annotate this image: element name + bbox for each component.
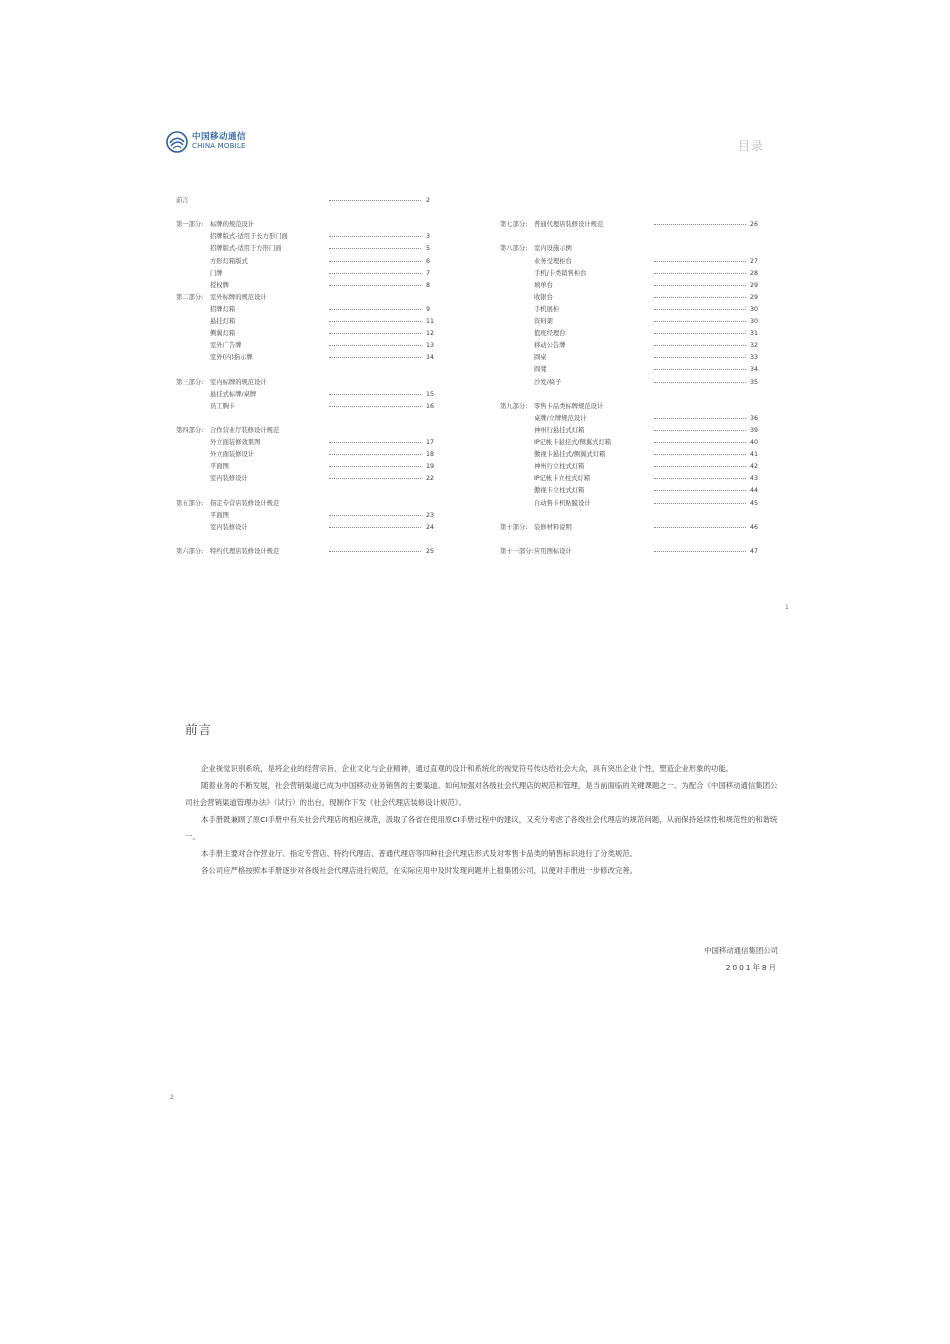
toc-entry bbox=[500, 473, 762, 485]
toc-dot-leader bbox=[654, 297, 746, 299]
toc-dot-leader bbox=[654, 442, 746, 444]
toc-page-number: 18 bbox=[426, 451, 435, 459]
toc-dot-leader bbox=[654, 224, 746, 226]
toc-entry bbox=[500, 401, 762, 413]
toc-entry bbox=[500, 256, 762, 268]
toc-item-label: 收银台 bbox=[534, 293, 553, 301]
toc-dot-leader bbox=[654, 261, 746, 263]
toc-page-number: 26 bbox=[750, 221, 759, 229]
toc-item-label: 业务受理柜台 bbox=[534, 257, 572, 265]
toc-item-label: 侧翼灯箱 bbox=[210, 330, 236, 338]
preface-body bbox=[185, 760, 779, 879]
toc-page-number: 2 bbox=[426, 197, 431, 204]
toc-entry bbox=[176, 268, 438, 280]
toc-part-label: 第五部分: bbox=[176, 499, 204, 507]
toc-dot-leader bbox=[329, 236, 421, 238]
toc-part-title: 指定专营店装修设计规范 bbox=[210, 499, 280, 507]
toc-dot-leader bbox=[654, 466, 746, 468]
toc-page-number: 9 bbox=[426, 305, 431, 313]
toc-entry bbox=[176, 461, 438, 473]
signature-org: 中国移动通信集团公司 bbox=[704, 946, 778, 955]
toc-entry bbox=[176, 522, 438, 534]
toc-page-number: 19 bbox=[426, 463, 435, 471]
toc-entry bbox=[176, 316, 438, 328]
toc-item-label: 傲视卡悬挂式/侧翼式灯箱 bbox=[534, 451, 606, 459]
toc-item-label: 招牌灯箱 bbox=[210, 305, 236, 313]
toc-entry bbox=[176, 473, 438, 485]
toc-part-title: 零售卡品类标牌规范设计 bbox=[534, 402, 604, 410]
toc-entry bbox=[176, 377, 438, 389]
signature-date: 2001年8月 bbox=[725, 963, 778, 972]
toc-page-number: 31 bbox=[750, 330, 759, 338]
toc-dot-leader bbox=[329, 551, 421, 553]
toc-heading: 目录 bbox=[738, 139, 765, 153]
toc-dot-leader bbox=[329, 321, 421, 323]
toc-entry bbox=[176, 328, 438, 340]
toc-entry bbox=[176, 510, 438, 522]
toc-dot-leader bbox=[654, 321, 746, 323]
toc-part-title: 室外标牌的规范设计 bbox=[210, 293, 267, 301]
toc-dot-leader bbox=[329, 454, 421, 456]
toc-item-label: 圆桌 bbox=[534, 354, 547, 362]
page-number: 2 bbox=[170, 1094, 174, 1101]
toc-item-label: 值班经理台 bbox=[534, 330, 566, 338]
toc-part-title: 室内设施示例 bbox=[534, 245, 572, 253]
toc-item-label: 门牌 bbox=[210, 269, 223, 277]
preface-page bbox=[0, 640, 950, 1344]
toc-entry bbox=[176, 340, 438, 352]
toc-entry bbox=[176, 304, 438, 316]
toc-entry bbox=[176, 437, 438, 449]
toc-dot-leader bbox=[329, 515, 421, 517]
toc-item-label: 招牌版式-适用于方形门面 bbox=[210, 245, 282, 253]
toc-page-number: 23 bbox=[426, 511, 435, 519]
toc-part-label: 第四部分: bbox=[176, 426, 204, 434]
toc-dot-leader bbox=[654, 345, 746, 347]
toc-dot-leader bbox=[654, 333, 746, 335]
toc-entry bbox=[176, 231, 438, 243]
toc-part-title: 普通代理店装修设计规范 bbox=[534, 221, 604, 229]
toc-dot-leader bbox=[329, 527, 421, 529]
toc-dot-leader bbox=[654, 478, 746, 480]
toc-dot-leader bbox=[654, 454, 746, 456]
toc-page-number: 24 bbox=[426, 523, 435, 531]
toc-dot-leader bbox=[654, 430, 746, 432]
toc-page-number: 25 bbox=[426, 547, 435, 555]
toc-dot-leader bbox=[654, 357, 746, 359]
toc-page-number: 33 bbox=[750, 354, 759, 362]
toc-entry bbox=[500, 449, 762, 461]
toc-entry bbox=[500, 413, 762, 425]
toc-entry bbox=[500, 292, 762, 304]
toc-entry bbox=[176, 243, 438, 255]
toc-dot-leader bbox=[329, 285, 421, 287]
toc-dot-leader bbox=[329, 333, 421, 335]
toc-dot-leader bbox=[654, 285, 746, 287]
toc-dot-leader bbox=[654, 551, 746, 553]
toc-item-label: 室外(内)指示牌 bbox=[210, 354, 253, 362]
toc-part-label: 第十部分: bbox=[500, 523, 528, 531]
toc-dot-leader bbox=[654, 490, 746, 492]
toc-dot-leader bbox=[329, 442, 421, 444]
toc-part-label: 第八部分: bbox=[500, 245, 528, 253]
toc-entry bbox=[176, 280, 438, 292]
toc-page-number: 42 bbox=[750, 463, 759, 471]
toc-item-label: 桌牌/立牌规范设计 bbox=[534, 414, 587, 422]
toc-part-label: 第六部分: bbox=[176, 547, 204, 555]
toc-dot-leader bbox=[329, 466, 421, 468]
toc-entry bbox=[500, 364, 762, 376]
toc-item-label: 移动公告牌 bbox=[534, 342, 566, 350]
toc-page-number: 44 bbox=[750, 487, 759, 495]
toc-page-number: 5 bbox=[426, 245, 431, 253]
toc-entry bbox=[500, 461, 762, 473]
toc-entry bbox=[176, 195, 438, 207]
toc-page-number: 17 bbox=[426, 439, 435, 446]
toc-dot-leader bbox=[329, 478, 421, 480]
toc-part-title: 合作营业厅装修设计规范 bbox=[210, 426, 280, 434]
preface-title: 前言 bbox=[185, 722, 213, 737]
toc-part-label: 第一部分: bbox=[176, 221, 204, 229]
toc-item-label: 资料架 bbox=[534, 318, 553, 325]
china-mobile-logo bbox=[166, 131, 246, 153]
toc-part-label: 第七部分: bbox=[500, 221, 528, 229]
china-mobile-logo-icon bbox=[166, 131, 188, 153]
toc-entry bbox=[500, 522, 762, 534]
toc-page-number: 22 bbox=[426, 475, 435, 483]
toc-entry bbox=[176, 498, 438, 510]
toc-dot-leader bbox=[654, 503, 746, 505]
toc-page-number: 34 bbox=[750, 366, 759, 374]
toc-dot-leader bbox=[329, 273, 421, 275]
toc-item-label: 手机/卡类销售柜台 bbox=[534, 269, 587, 277]
preface-paragraph: 随着业务的不断发展，社会营销渠道已成为中国移动业务销售的主要渠道。如何加强对各级社会代理店的规范和管理，是当前面临的关键课题之一。为配合《中国移动通信集团公司社会营销渠道管理办法》（试行）的出台，现制作下发《社会代理店装修设计规范》。 bbox=[185, 781, 778, 807]
toc-dot-leader bbox=[329, 200, 421, 202]
toc-entry bbox=[500, 546, 762, 558]
toc-dot-leader bbox=[329, 248, 421, 250]
toc-entry bbox=[500, 280, 762, 292]
toc-item-label: IP记帐卡立柱式灯箱 bbox=[534, 475, 591, 483]
toc-entry bbox=[500, 243, 762, 255]
toc-entry bbox=[500, 304, 762, 316]
toc-page-number: 40 bbox=[750, 439, 759, 446]
toc-item-label: 傲视卡立柱式灯箱 bbox=[534, 487, 585, 495]
toc-page-number: 43 bbox=[750, 475, 759, 483]
toc-page-number: 30 bbox=[750, 305, 759, 313]
toc-entry bbox=[500, 340, 762, 352]
toc-entry bbox=[176, 389, 438, 401]
toc-item-label: 外立面装修设计 bbox=[210, 451, 255, 459]
toc-page-number: 41 bbox=[750, 451, 759, 459]
toc-page-number: 11 bbox=[426, 318, 435, 325]
toc-item-label: 沙发/椅子 bbox=[534, 378, 562, 386]
toc-page-number: 16 bbox=[426, 402, 435, 410]
toc-item-label: 员工胸卡 bbox=[210, 402, 236, 410]
toc-page-number: 45 bbox=[750, 499, 759, 507]
toc-page-number: 29 bbox=[750, 281, 759, 289]
toc-item-label: 室外广告牌 bbox=[210, 342, 242, 350]
toc-entry bbox=[500, 425, 762, 437]
toc-item-label: 神州行立柱式灯箱 bbox=[534, 463, 585, 471]
toc-item-label: 手机展柜 bbox=[534, 305, 560, 313]
toc-page-number: 13 bbox=[426, 342, 435, 350]
toc-item-label: 悬挂式标牌/桌牌 bbox=[210, 390, 257, 398]
toc-page-number: 6 bbox=[426, 257, 431, 265]
toc-entry bbox=[500, 437, 762, 449]
toc-dot-leader bbox=[654, 369, 746, 371]
toc-entry bbox=[500, 268, 762, 280]
toc-item-label: 填单台 bbox=[534, 281, 553, 289]
toc-item-label: IP记帐卡悬挂式/侧翼式灯箱 bbox=[534, 439, 612, 446]
toc-part-title: 装修材料说明 bbox=[534, 523, 572, 531]
toc-part-title: 室内标牌的规范设计 bbox=[210, 378, 267, 386]
toc-entry bbox=[500, 328, 762, 340]
toc-part-title: 应用图标设计 bbox=[534, 547, 572, 555]
toc-part-title: 特约代理店装修设计规范 bbox=[210, 547, 280, 555]
toc-dot-leader bbox=[329, 357, 421, 359]
toc-entry bbox=[176, 401, 438, 413]
toc-page-number: 14 bbox=[426, 354, 435, 362]
toc-entry bbox=[176, 546, 438, 558]
toc-item-label: 招牌版式-适用于长方形门面 bbox=[210, 233, 288, 241]
toc-dot-leader bbox=[654, 273, 746, 275]
toc-page-number: 35 bbox=[750, 378, 759, 386]
toc-page-number: 39 bbox=[750, 426, 759, 434]
preface-paragraph: 各公司应严格按照本手册逐步对各级社会代理店进行规范，在实际应用中及时发现问题并上报集团公司，以便对手册进一步修改完善。 bbox=[201, 866, 638, 875]
toc-dot-leader bbox=[329, 394, 421, 396]
toc-entry bbox=[500, 352, 762, 364]
toc-page-number: 3 bbox=[426, 233, 431, 241]
toc-item-label: 自动售卡机贴膜设计 bbox=[534, 499, 591, 507]
toc-part-label: 第九部分: bbox=[500, 402, 528, 410]
toc-page-number: 8 bbox=[426, 281, 431, 289]
toc-page-number: 47 bbox=[750, 547, 759, 555]
toc-dot-leader bbox=[654, 309, 746, 311]
toc-dot-leader bbox=[329, 309, 421, 311]
toc-page-number: 29 bbox=[750, 293, 759, 301]
toc-entry bbox=[500, 485, 762, 497]
toc-page-number: 12 bbox=[426, 330, 435, 338]
toc-dot-leader bbox=[654, 527, 746, 529]
toc-page-number: 28 bbox=[750, 269, 759, 277]
toc-item-label: 圆凳 bbox=[534, 366, 547, 374]
toc-dot-leader bbox=[654, 418, 746, 420]
toc-dot-leader bbox=[329, 406, 421, 408]
toc-item-label: 外立面装修效果图 bbox=[210, 439, 261, 446]
toc-page-number: 46 bbox=[750, 523, 759, 531]
toc-page-number: 15 bbox=[426, 390, 435, 398]
preface-paragraph: 本手册主要对合作营业厅、指定专营店、特约代理店、普通代理店等四种社会代理店形式及对零售卡品类的销售标识进行了分类规范。 bbox=[201, 849, 638, 858]
toc-entry bbox=[176, 292, 438, 304]
toc-item-label: 平面图 bbox=[210, 511, 229, 519]
logo-cn-text: 中国移动通信 bbox=[192, 132, 247, 142]
toc-item-label: 授权牌 bbox=[210, 281, 229, 289]
toc-entry bbox=[500, 377, 762, 389]
toc-item-label: 神州行悬挂式灯箱 bbox=[534, 426, 585, 434]
toc-item-label: 室内装修设计 bbox=[210, 523, 248, 531]
toc-entry bbox=[176, 425, 438, 437]
page-number: 1 bbox=[785, 604, 789, 611]
toc-page-number: 32 bbox=[750, 342, 759, 350]
toc-item-label: 室内装修设计 bbox=[210, 475, 248, 483]
toc-page-number: 27 bbox=[750, 257, 759, 265]
toc-part-label: 第二部分: bbox=[176, 293, 204, 301]
toc-part-label: 第三部分: bbox=[176, 378, 204, 386]
toc-entry bbox=[176, 449, 438, 461]
toc-page-number: 36 bbox=[750, 414, 759, 422]
logo-en-text: CHINA MOBILE bbox=[192, 142, 246, 150]
toc-entry bbox=[176, 352, 438, 364]
toc-dot-leader bbox=[654, 382, 746, 384]
toc-page-number: 30 bbox=[750, 318, 759, 325]
toc-entry bbox=[500, 219, 762, 231]
toc-dot-leader bbox=[329, 261, 421, 263]
toc-part-title: 标牌的规范设计 bbox=[210, 221, 255, 229]
toc-item-label: 悬挂灯箱 bbox=[210, 318, 236, 325]
toc-part-label: 第十一部分: bbox=[500, 547, 534, 555]
toc-page bbox=[0, 0, 950, 640]
preface-paragraph: 企业视觉识别系统，是将企业的经营宗旨、企业文化与企业精神，通过直观的设计和系统化的视觉符号传达给社会大众，具有突出企业个性，塑造企业形象的功能。 bbox=[201, 764, 734, 773]
toc-page-number: 7 bbox=[426, 269, 431, 277]
toc-entry bbox=[176, 219, 438, 231]
toc-dot-leader bbox=[329, 345, 421, 347]
toc-entry-label: 前言 bbox=[176, 197, 189, 204]
toc-item-label: 平面图 bbox=[210, 463, 229, 471]
toc-entry bbox=[176, 256, 438, 268]
preface-paragraph: 本手册既兼顾了原CI手册中有关社会代理店的相应规范，汲取了各省在使用原CI手册过程中的建议，又充分考虑了各级社会代理店的规范问题，从而保持延续性和规范性的和谐统一。 bbox=[185, 815, 778, 841]
toc-entry bbox=[500, 498, 762, 510]
toc-item-label: 方形灯箱版式 bbox=[210, 257, 248, 265]
toc-entry bbox=[500, 316, 762, 328]
